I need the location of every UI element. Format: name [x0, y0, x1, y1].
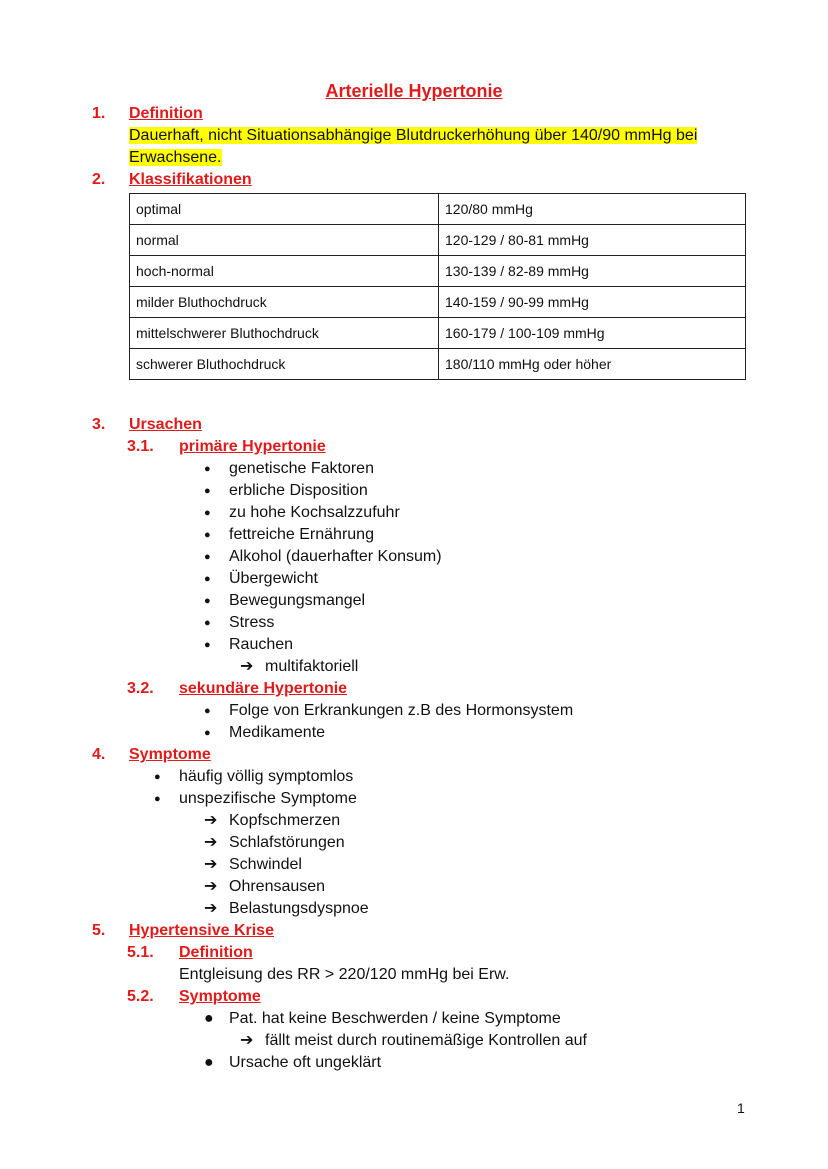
bullet-icon: ●	[204, 727, 211, 739]
arrow-item: Schlafstörungen	[229, 834, 345, 851]
list-item: häufig völlig symptomlos	[179, 768, 354, 785]
arrow-icon: ➔	[204, 856, 218, 873]
bullet-icon: ●	[204, 573, 211, 585]
category-cell: mittelschwerer Bluthochdruck	[130, 318, 439, 349]
bullet-icon: ●	[204, 507, 211, 519]
section-heading-symptome: Symptome	[129, 746, 211, 763]
table-row	[130, 349, 746, 380]
list-item: Pat. hat keine Beschwerden / keine Symptome	[229, 1010, 561, 1027]
section-number: 4.	[92, 746, 106, 763]
category-cell: optimal	[130, 194, 439, 225]
classification-table	[129, 193, 746, 380]
subsection-heading: primäre Hypertonie	[179, 438, 326, 455]
arrow-item: fällt meist durch routinemäßige Kontrollen auf	[265, 1032, 587, 1049]
arrow-icon: ➔	[204, 812, 218, 829]
value-cell: 120/80 mmHg	[439, 194, 746, 225]
category-cell: hoch-normal	[130, 256, 439, 287]
section-number: 5.	[92, 922, 106, 939]
list-item: Alkohol (dauerhafter Konsum)	[229, 548, 442, 565]
bullet-icon: ●	[154, 771, 161, 783]
bullet-icon: ●	[204, 551, 211, 563]
arrow-icon: ➔	[240, 1032, 254, 1049]
list-item: erbliche Disposition	[229, 482, 368, 499]
value-cell: 180/110 mmHg oder höher	[439, 349, 746, 380]
category-cell: normal	[130, 225, 439, 256]
list-item: Medikamente	[229, 724, 326, 741]
category-cell: schwerer Bluthochdruck	[130, 349, 439, 380]
list-item: genetische Faktoren	[229, 460, 374, 477]
arrow-item: multifaktoriell	[265, 658, 359, 675]
definition-text: Entgleisung des RR > 220/120 mmHg bei Erw.	[179, 966, 510, 983]
category-cell: milder Bluthochdruck	[130, 287, 439, 318]
value-cell: 120-129 / 80-81 mmHg	[439, 225, 746, 256]
subsection-heading: Definition	[179, 944, 253, 961]
list-item: zu hohe Kochsalzzufuhr	[229, 504, 400, 521]
section-heading-ursachen: Ursachen	[129, 416, 202, 433]
definition-text: Erwachsene.	[129, 149, 222, 166]
definition-text: Dauerhaft, nicht Situationsabhängige Blutdruckerhöhung über 140/90 mmHg bei	[129, 127, 698, 144]
arrow-icon: ➔	[240, 658, 254, 675]
table-row	[130, 318, 746, 349]
arrow-item: Schwindel	[229, 856, 302, 873]
list-item: Ursache oft ungeklärt	[229, 1054, 382, 1071]
page-number: 1	[737, 1100, 745, 1116]
bullet-icon: ●	[204, 529, 211, 541]
bullet-icon: ●	[204, 463, 211, 475]
list-item: fettreiche Ernährung	[229, 526, 374, 543]
list-item: Übergewicht	[229, 570, 318, 587]
subsection-number: 3.1.	[127, 438, 154, 455]
arrow-icon: ➔	[204, 878, 218, 895]
section-heading-klassifikationen: Klassifikationen	[129, 171, 252, 188]
arrow-icon: ➔	[204, 900, 218, 917]
list-item: Folge von Erkrankungen z.B des Hormonsystem	[229, 702, 574, 719]
bullet-icon: ●	[204, 617, 211, 629]
section-number: 3.	[92, 416, 106, 433]
arrow-item: Ohrensausen	[229, 878, 326, 895]
bullet-icon: ●	[154, 793, 161, 805]
section-heading-definition: Definition	[129, 105, 203, 122]
bullet-icon: ●	[204, 595, 211, 607]
arrow-item: Kopfschmerzen	[229, 812, 341, 829]
arrow-icon: ➔	[204, 834, 218, 851]
subsection-heading: Symptome	[179, 988, 261, 1005]
bullet-icon: ●	[204, 1010, 214, 1027]
table-row	[130, 256, 746, 287]
list-item: Bewegungsmangel	[229, 592, 366, 609]
table-row	[130, 194, 746, 225]
bullet-icon: ●	[204, 705, 211, 717]
subsection-number: 3.2.	[127, 680, 154, 697]
table-row	[130, 287, 746, 318]
bullet-icon: ●	[204, 639, 211, 651]
bullet-icon: ●	[204, 485, 211, 497]
subsection-number: 5.1.	[127, 944, 154, 961]
list-item: Stress	[229, 614, 275, 631]
arrow-item: Belastungsdyspnoe	[229, 900, 369, 917]
bullet-icon: ●	[204, 1054, 214, 1071]
table-row	[130, 225, 746, 256]
page-title: Arterielle Hypertonie	[325, 81, 503, 101]
section-number: 1.	[92, 105, 106, 122]
subsection-number: 5.2.	[127, 988, 154, 1005]
value-cell: 140-159 / 90-99 mmHg	[439, 287, 746, 318]
value-cell: 130-139 / 82-89 mmHg	[439, 256, 746, 287]
value-cell: 160-179 / 100-109 mmHg	[439, 318, 746, 349]
list-item: Rauchen	[229, 636, 294, 653]
subsection-heading: sekundäre Hypertonie	[179, 680, 348, 697]
list-item: unspezifische Symptome	[179, 790, 357, 807]
section-number: 2.	[92, 171, 106, 188]
section-heading-hypertensive-krise: Hypertensive Krise	[129, 922, 274, 939]
